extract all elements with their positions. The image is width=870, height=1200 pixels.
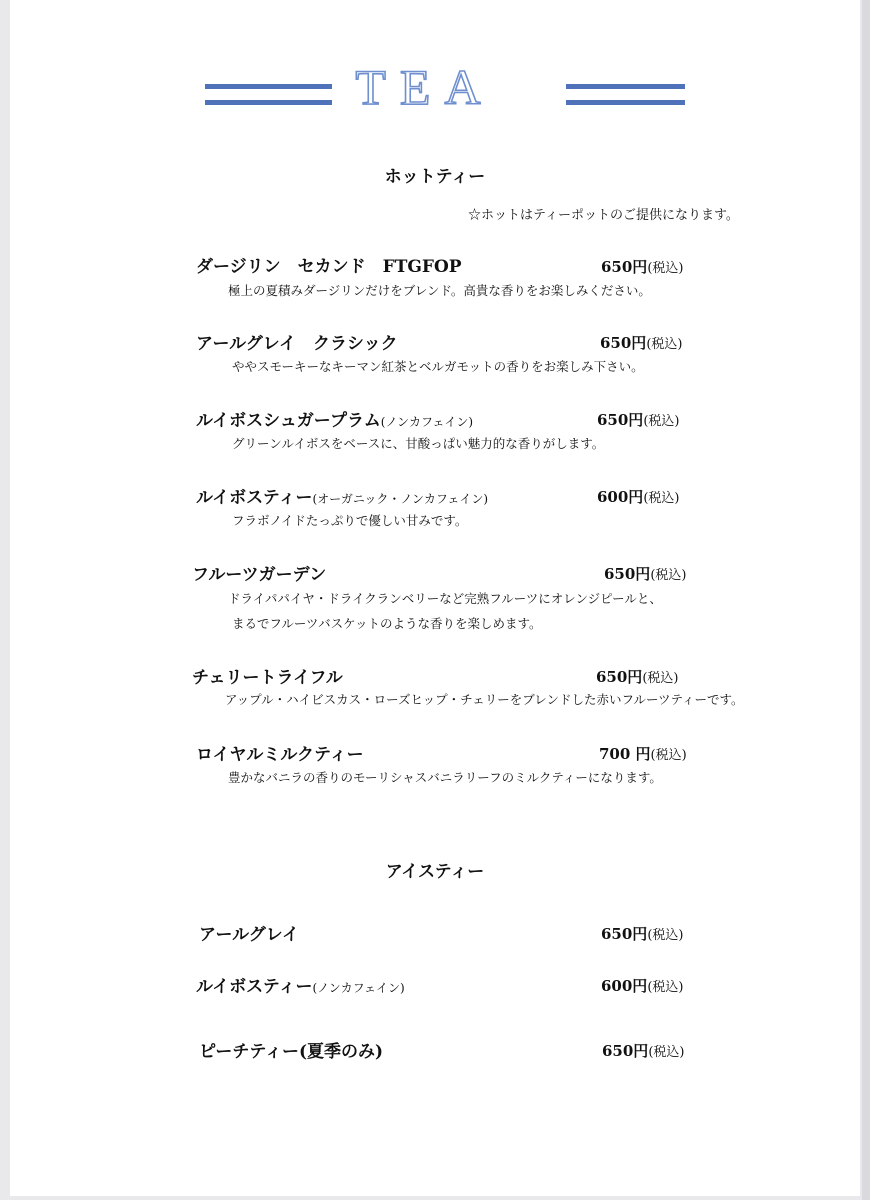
menu-item-description: グリーンルイボスをベースに、甘酸っぱい魅力的な香りがします。 [232,436,605,451]
menu-item-name [199,920,299,945]
price-value: 650円 [597,411,644,429]
teapot-note: ☆ホットはティーポットのご提供になります。 [468,208,739,223]
hot-tea-heading: ホットティー [384,167,486,187]
menu-item-name [196,252,462,277]
price-value: 650円 [600,334,647,352]
item-name-text: アールグレイ [199,925,299,945]
menu-item-price [597,486,679,507]
menu-item-description: ドライパパイヤ・ドライクランベリーなど完熟フルーツにオレンジピールと、 [228,591,662,606]
menu-item-name [199,1037,383,1062]
page-title: TEA [355,59,495,115]
tax-label: (税込) [647,261,684,276]
tax-label: (税込) [647,928,684,943]
iced-tea-heading: アイスティー [385,862,485,882]
menu-item-price [604,563,686,584]
tax-label: (税込) [643,491,680,506]
price-value: 650円 [601,258,648,276]
item-name-text: ルイボスティー [196,977,313,997]
menu-item-name [196,740,364,765]
price-value: 650円 [602,1042,649,1060]
menu-item-name [192,663,343,688]
tax-label: (税込) [643,414,680,429]
tax-label: (税込) [642,671,679,686]
price-value: 650円 [596,668,643,686]
item-name-text: アールグレイ クラシック [196,334,398,354]
price-value: 700 円 [599,745,651,763]
right-deco-bar-top [566,84,685,89]
menu-item-description: フラボノイドたっぷりで優しい甘みです。 [232,513,468,528]
item-name-text: フルーツガーデン [192,565,327,585]
menu-item-name [196,406,473,431]
menu-item-description: 極上の夏積みダージリンだけをブレンド。高貴な香りをお楽しみください。 [228,283,651,298]
item-name-text: ルイボスシュガープラム [196,411,381,431]
menu-item-price [599,743,687,764]
tax-label: (税込) [647,980,684,995]
menu-item-name [196,329,398,354]
menu-item-price [597,409,679,430]
menu-item-description: ややスモーキーなキーマン紅茶とベルガモットの香りをお楽しみ下さい。 [232,359,644,374]
tax-label: (税込) [648,1045,685,1060]
price-value: 600円 [601,977,648,995]
menu-item-price [601,256,683,277]
price-value: 650円 [604,565,651,583]
tax-label: (税込) [650,568,687,583]
menu-item-description: アップル・ハイビスカス・ローズヒップ・チェリーをブレンドした赤いフルーツティーです。 [225,692,744,707]
item-name-text: ルイボスティー [196,488,313,508]
price-value: 650円 [601,925,648,943]
menu-item-price [600,332,682,353]
menu-item-description: まるでフルーツバスケットのような香りを楽しめます。 [232,616,542,631]
item-sub-label: (オーガニック・ノンカフェイン) [312,492,489,506]
price-value: 600円 [597,488,644,506]
menu-item-price [602,1040,684,1061]
tax-label: (税込) [650,748,687,763]
menu-item-description: 豊かなバニラの香りのモーリシャスバニラリーフのミルクティーになります。 [228,770,662,785]
menu-item-name [192,560,326,585]
menu-item-price [596,666,678,687]
menu-item-price [601,975,683,996]
item-name-text: チェリートライフル [192,668,343,688]
item-name-text: ピーチティー(夏季のみ) [199,1042,384,1062]
item-sub-label: (ノンカフェイン) [380,415,474,429]
item-name-text: ロイヤルミルクティー [196,745,364,765]
menu-item-name [196,972,405,997]
item-name-text: ダージリン セカンド FTGFOP [196,257,462,277]
item-sub-label: (ノンカフェイン) [312,981,405,995]
right-deco-bar-bottom [566,100,685,105]
menu-item-name [196,483,488,508]
tax-label: (税込) [646,337,683,352]
menu-item-price [601,923,683,944]
